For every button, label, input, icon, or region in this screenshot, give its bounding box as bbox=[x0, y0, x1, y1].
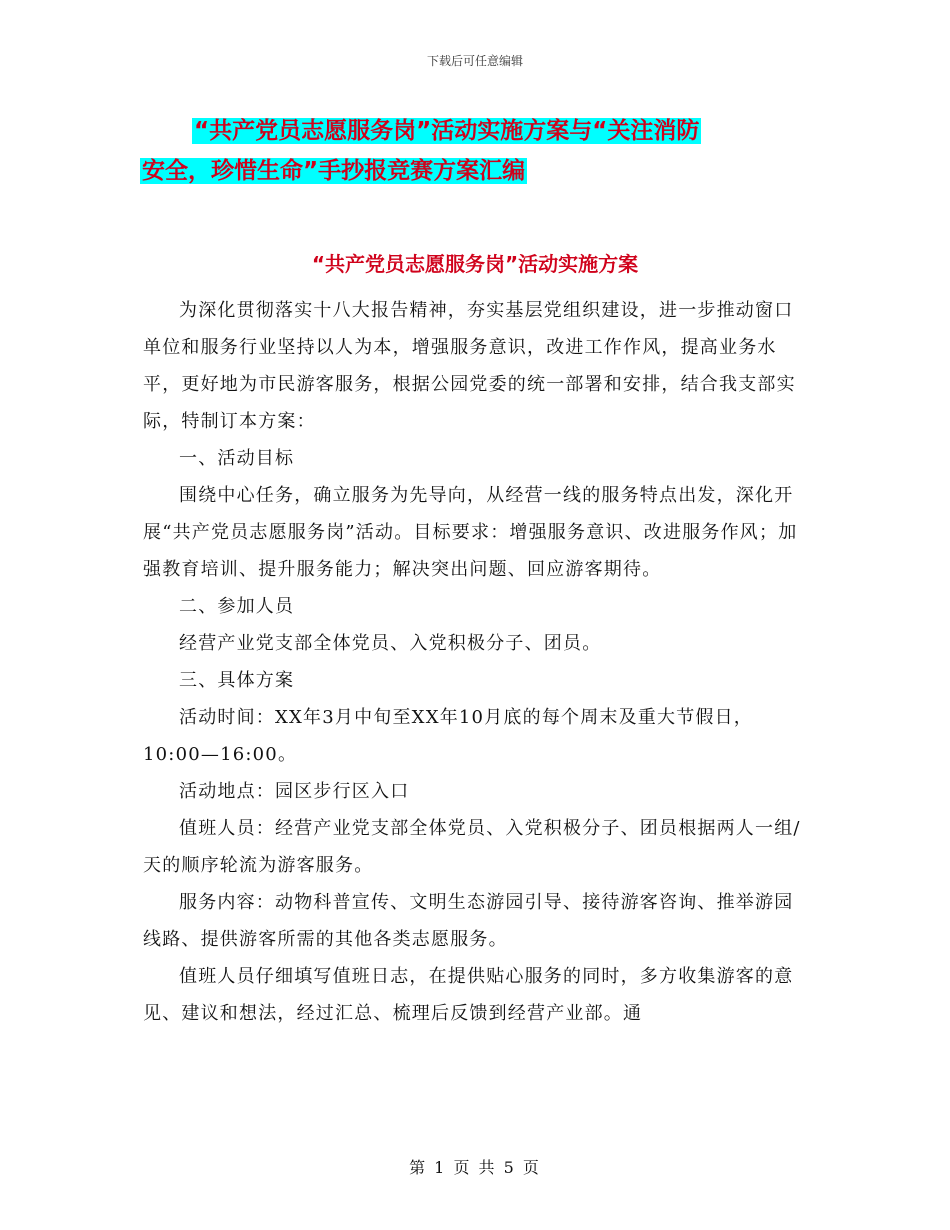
paragraph-content: 服务内容：动物科普宣传、文明生态游园引导、接待游客咨询、推举游园线路、提供游客所需的其他各类志愿服务。 bbox=[143, 892, 794, 950]
page-footer: 第 1 页 共 5 页 bbox=[409, 1158, 541, 1177]
paragraph-location: 活动地点：园区步行区入口 bbox=[179, 781, 410, 802]
title-line-1: “共产党员志愿服务岗”活动实施方案与“关注消防 bbox=[194, 118, 700, 144]
paragraph-staff: 值班人员：经营产业党支部全体党员、入党积极分子、团员根据两人一组/天的顺序轮流为游客服务。 bbox=[143, 818, 801, 876]
paragraph-intro: 为深化贯彻落实十八大报告精神，夯实基层党组织建设，进一步推动窗口单位和服务行业坚持以人为本，增强服务意识，改进工作作风，提高业务水平，更好地为市民游客服务，根据公园党委的统一部署和安排，结合我支部实际，特制订本方案： bbox=[143, 300, 796, 432]
document-title bbox=[140, 112, 810, 190]
paragraph-log: 值班人员仔细填写值班日志，在提供贴心服务的同时，多方收集游客的意见、建议和想法，经过汇总、梳理后反馈到经营产业部。通 bbox=[143, 966, 794, 1024]
paragraph-goals: 围绕中心任务，确立服务为先导向，从经营一线的服务特点出发，深化开展“共产党员志愿服务岗”活动。目标要求：增强服务意识、改进服务作风；加强教育培训、提升服务能力；解决突出问题、回应游客期待。 bbox=[143, 485, 798, 580]
heading-plan: 三、具体方案 bbox=[179, 670, 295, 691]
section-title: “共产党员志愿服务岗”活动实施方案 bbox=[311, 252, 639, 276]
header-note: 下载后可任意编辑 bbox=[426, 54, 523, 68]
paragraph-time: 活动时间：XX年3月中旬至XX年10月底的每个周末及重大节假日，10:00—16:00。 bbox=[143, 707, 754, 765]
heading-participants: 二、参加人员 bbox=[179, 596, 295, 617]
document-body bbox=[143, 292, 809, 1032]
title-line-2: 安全，珍惜生命”手抄报竞赛方案汇编 bbox=[142, 158, 526, 184]
paragraph-participants: 经营产业党支部全体党员、入党积极分子、团员。 bbox=[179, 633, 602, 654]
heading-goals: 一、活动目标 bbox=[179, 448, 295, 469]
